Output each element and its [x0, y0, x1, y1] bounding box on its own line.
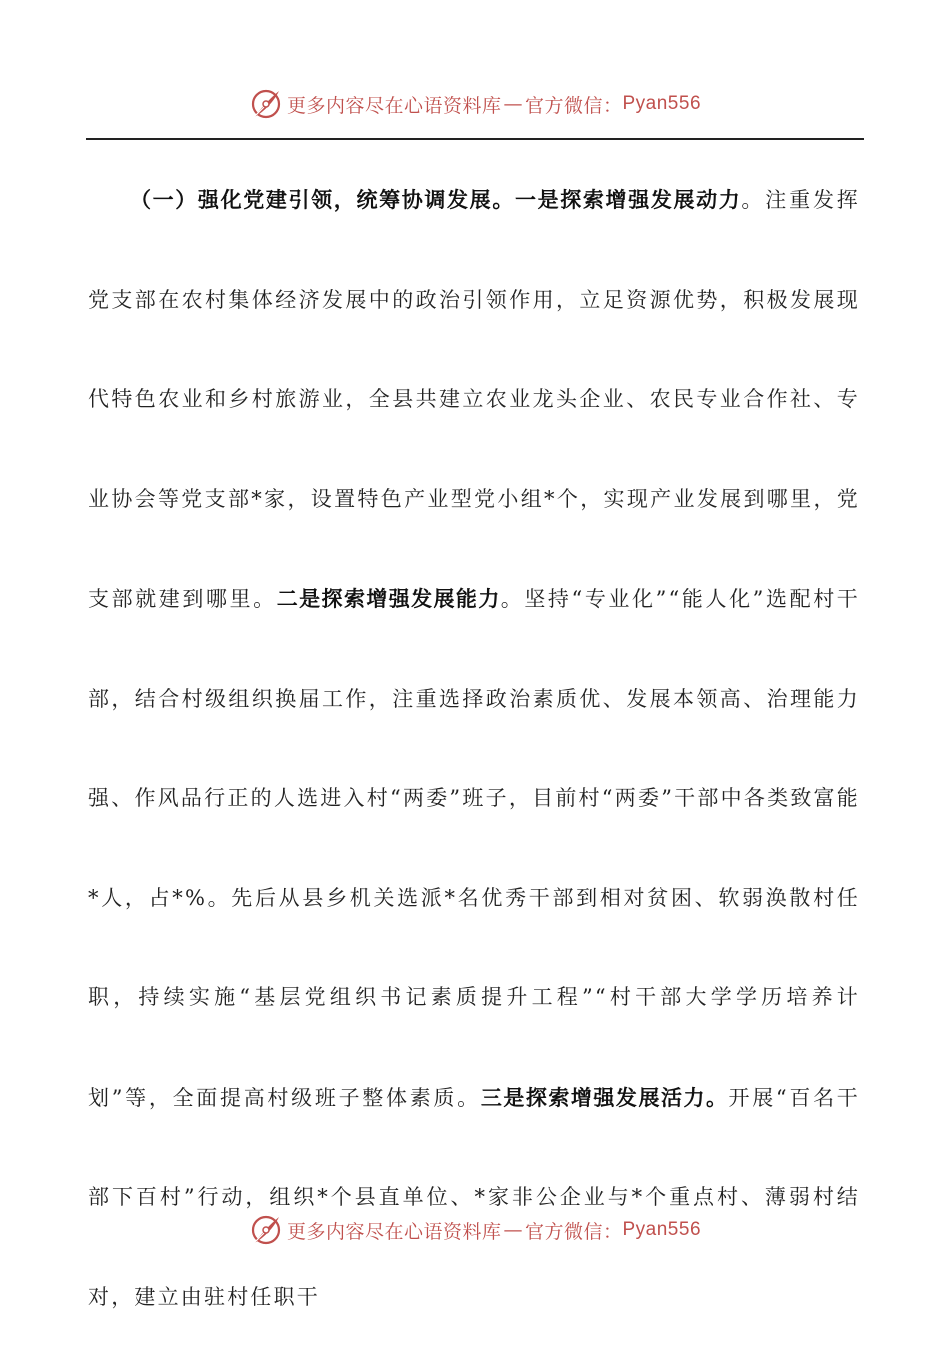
- banner-separator: —: [503, 1219, 523, 1241]
- section-heading: （一）强化党建引领，统筹协调发展。: [130, 187, 515, 212]
- body-paragraph: [88, 150, 860, 1347]
- point-two-heading: 二是探索增强发展能力: [276, 586, 501, 611]
- quill-pen-logo-icon: [249, 1213, 283, 1247]
- header-divider: [86, 138, 864, 140]
- point-three-text: 开展“百名干部下百村”行动，组织*个县直单位、*家非公企业与*个重点村、薄弱村结对，建立由驻村任职干: [88, 1085, 860, 1309]
- banner-separator: —: [503, 93, 523, 115]
- wechat-label: 官方微信：: [524, 94, 623, 117]
- banner-text: 更多内容尽在心语资料库: [286, 1220, 502, 1243]
- banner-text: 更多内容尽在心语资料库: [286, 94, 502, 117]
- footer-banner: [0, 1210, 950, 1250]
- wechat-id: Pyan556: [622, 93, 702, 114]
- point-one-heading: 一是探索增强发展动力: [514, 187, 742, 212]
- point-one-text: 。注重发挥党支部在农村集体经济发展中的政治引领作用，立足资源优势，积极发展现代特色农业和乡村旅游业，全县共建立农业龙头企业、农民专业合作社、专业协会等党支部*家，设置特色产业型党小组*个，实现产业发展到哪里，党支部就建到哪里。: [88, 188, 861, 611]
- wechat-id: Pyan556: [622, 1219, 702, 1240]
- wechat-label: 官方微信：: [524, 1220, 623, 1243]
- quill-pen-logo-icon: [249, 87, 283, 121]
- point-three-heading: 三是探索增强发展活力。: [480, 1084, 729, 1110]
- point-two-text: 。坚持“专业化”“能人化”选配村干部，结合村级组织换届工作，注重选择政治素质优、发展本领高、治理能力强、作风品行正的人选进入村“两委”班子，目前村“两委”干部中各类致富能*人，占*%。先后从县乡机关选派*名优秀干部到相对贫困、软弱涣散村任职，持续实施“基层党组织书记素质提升工程”“村干部大学学历培养计划”等，全面提高村级班子整体素质。: [88, 587, 860, 1110]
- header-banner: [0, 84, 950, 124]
